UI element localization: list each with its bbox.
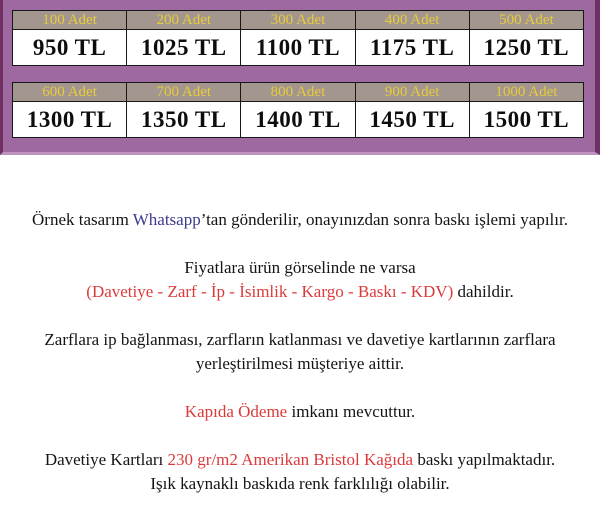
note-includes-post: dahildir. bbox=[453, 282, 514, 301]
quantity-cell: 800 Adet bbox=[241, 83, 355, 102]
price-table-1 bbox=[12, 10, 584, 66]
note-paper bbox=[0, 448, 600, 496]
note-assembly-line1: Zarflara ip bağlanması, zarfların katlanması ve davetiye kartlarının zarflara bbox=[44, 330, 556, 349]
note-payment-line bbox=[185, 402, 415, 421]
price-cell: 1450 TL bbox=[355, 102, 469, 138]
price-row bbox=[13, 102, 584, 138]
price-cell: 950 TL bbox=[13, 30, 127, 66]
note-design-post: ’tan gönderilir, onayınızdan sonra baskı işlemi yapılır. bbox=[200, 210, 568, 229]
pricing-band bbox=[0, 0, 600, 155]
note-paper-post: baskı yapılmaktadır. bbox=[413, 450, 556, 469]
price-cell: 1500 TL bbox=[469, 102, 583, 138]
note-design-pre: Örnek tasarım bbox=[32, 210, 133, 229]
quantity-cell: 400 Adet bbox=[355, 11, 469, 30]
note-assembly-line2: yerleştirilmesi müşteriye aittir. bbox=[195, 354, 405, 373]
price-cell: 1250 TL bbox=[469, 30, 583, 66]
price-cell: 1025 TL bbox=[127, 30, 241, 66]
quantity-cell: 200 Adet bbox=[127, 11, 241, 30]
note-payment-post: imkanı mevcuttur. bbox=[287, 402, 416, 421]
whatsapp-highlight: Whatsapp bbox=[132, 210, 201, 229]
quantity-cell: 300 Adet bbox=[241, 11, 355, 30]
quantity-cell: 600 Adet bbox=[13, 83, 127, 102]
note-design-line bbox=[32, 210, 568, 229]
note-paper-line1 bbox=[45, 450, 555, 469]
paper-spec-highlight: 230 gr/m2 Amerikan Bristol Kağıda bbox=[167, 450, 414, 469]
cash-on-delivery-highlight: Kapıda Ödeme bbox=[184, 402, 288, 421]
note-assembly bbox=[0, 328, 600, 376]
included-items-highlight: (Davetiye - Zarf - İp - İsimlik - Kargo - Baskı - KDV) bbox=[86, 282, 454, 301]
quantity-cell: 1000 Adet bbox=[469, 83, 583, 102]
note-price-includes bbox=[0, 256, 600, 304]
price-cell: 1400 TL bbox=[241, 102, 355, 138]
price-table-2 bbox=[12, 82, 584, 138]
note-payment bbox=[0, 400, 600, 424]
price-row bbox=[13, 30, 584, 66]
price-cell: 1100 TL bbox=[241, 30, 355, 66]
note-paper-pre: Davetiye Kartları bbox=[44, 450, 168, 469]
quantity-header-row bbox=[13, 83, 584, 102]
price-cell: 1300 TL bbox=[13, 102, 127, 138]
quantity-header-row bbox=[13, 11, 584, 30]
quantity-cell: 900 Adet bbox=[355, 83, 469, 102]
price-cell: 1175 TL bbox=[355, 30, 469, 66]
price-cell: 1350 TL bbox=[127, 102, 241, 138]
quantity-cell: 500 Adet bbox=[469, 11, 583, 30]
note-includes-line2 bbox=[86, 282, 513, 301]
note-includes-line1: Fiyatlara ürün görselinde ne varsa bbox=[184, 258, 416, 277]
note-paper-line2: Işık kaynaklı baskıda renk farklılığı olabilir. bbox=[150, 474, 450, 493]
quantity-cell: 100 Adet bbox=[13, 11, 127, 30]
quantity-cell: 700 Adet bbox=[127, 83, 241, 102]
notes-section bbox=[0, 155, 600, 496]
note-design-approval bbox=[0, 208, 600, 232]
